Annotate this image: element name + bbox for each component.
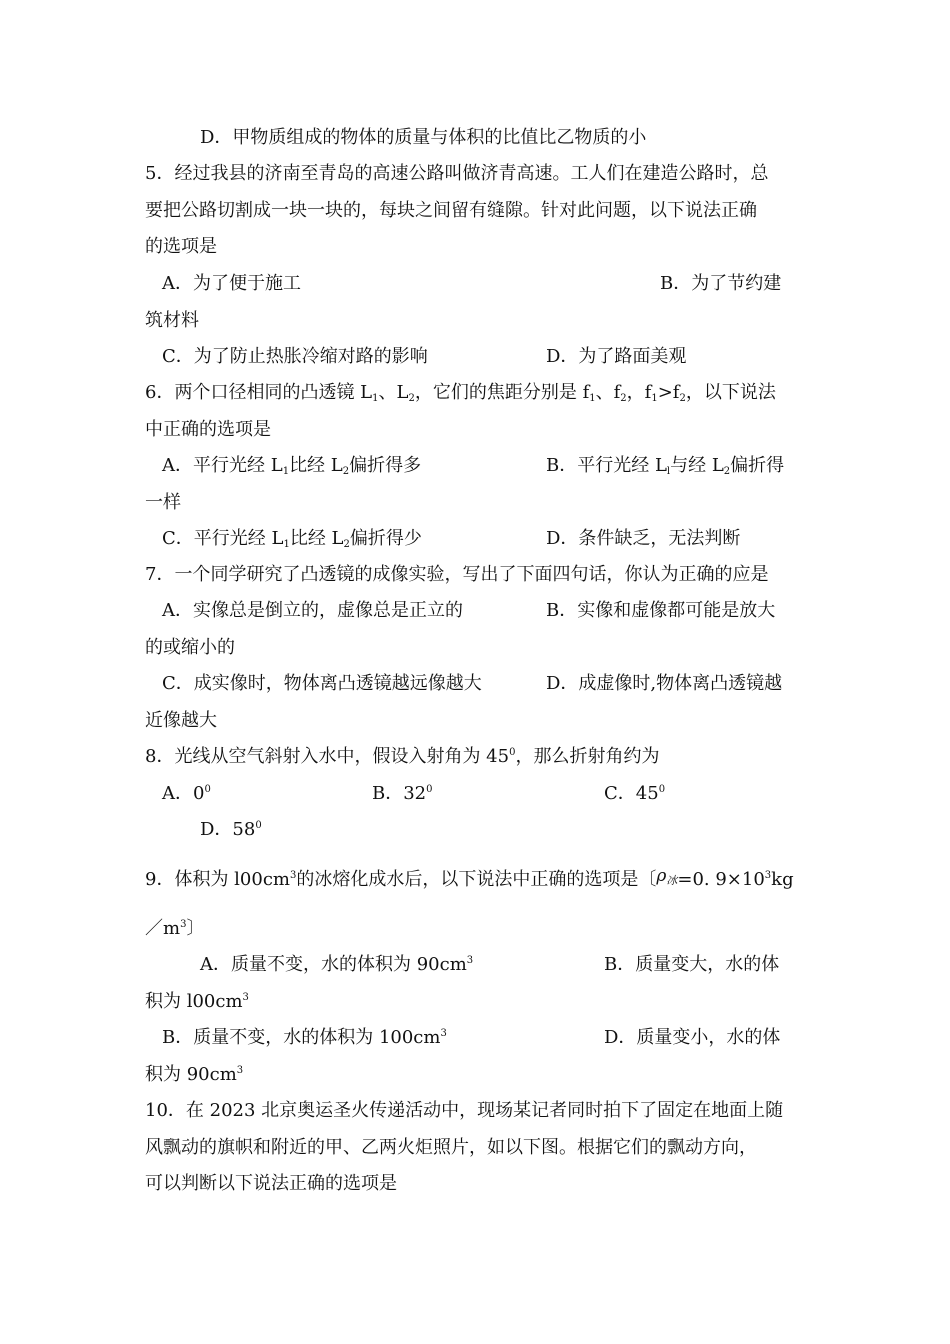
q9-option-c: B．质量不变，水的体积为 $100cm^3$: [162, 1027, 447, 1048]
q7-option-b-wrap: 的或缩小的: [145, 637, 235, 658]
q5-option-d: D．为了路面美观: [546, 346, 687, 367]
q6-option-b-wrap: 一样: [145, 492, 181, 513]
q9-option-b-wrap: 积为 $l00cm^3$: [145, 991, 249, 1012]
q8-option-d: D．$58^0$: [200, 819, 262, 840]
q4-option-d: D．甲物质组成的物体的质量与体积的比值比乙物质的小: [200, 127, 647, 148]
q5-option-c: C．为了防止热胀冷缩对路的影响: [162, 346, 428, 367]
q10-stem-line1: 10．在 2023 北京奥运圣火传递活动中，现场某记者同时拍下了固定在地面上随: [145, 1100, 784, 1121]
q9-stem-line2: $/m^3$〕: [145, 918, 205, 939]
q9-stem-line1: 9．体积为 $l00cm^3$的冰熔化成水后，以下说法中正确的选项是〔ρ冰=0. $9\times 10^3kg$: [145, 866, 794, 890]
q8-option-a: A．$0^0$: [162, 783, 211, 804]
rho-symbol: ρ: [656, 866, 667, 886]
q6-stem-line2: 中正确的选项是: [145, 419, 271, 440]
q7-stem: 7．一个同学研究了凸透镜的成像实验，写出了下面四句话，你认为正确的应是: [145, 564, 769, 585]
q5-option-b: B．为了节约建: [660, 273, 782, 294]
q9-option-d: D．质量变小，水的体: [604, 1027, 781, 1048]
q10-stem-line3: 可以判断以下说法正确的选项是: [145, 1173, 397, 1194]
q6-option-c: C．平行光经 $L_1$比经 $L_2$偏折得少: [162, 528, 422, 550]
q7-option-a: A．实像总是倒立的，虚像总是正立的: [162, 600, 463, 621]
q5-option-b-wrap: 筑材料: [145, 310, 199, 331]
q6-option-a: A．平行光经 $L_1$比经 $L_2$偏折得多: [162, 455, 422, 477]
q5-option-a: A．为了便于施工: [162, 273, 301, 294]
q9-option-a: A．质量不变，水的体积为 $90cm^3$: [200, 954, 474, 975]
q9-option-d-wrap: 积为 $90cm^3$: [145, 1064, 244, 1085]
q7-option-d: D．成虚像时,物体离凸透镜越: [546, 673, 783, 694]
q7-option-c: C．成实像时，物体离凸透镜越远像越大: [162, 673, 482, 694]
q8-stem: 8．光线从空气斜射入水中，假设入射角为 $45^0$，那么折射角约为: [145, 746, 660, 767]
q8-option-c: C．$45^0$: [604, 783, 666, 804]
q6-stem-line1: 6．两个口径相同的凸透镜 $L_1$、$L_2$，它们的焦距分别是 $f_1$、$f_2$，$f_1>f_2$，以下说法: [145, 382, 776, 404]
q6-option-b: B．平行光经 $L_l$与经 $L_2$偏折得: [546, 455, 785, 477]
q6-option-d: D．条件缺乏，无法判断: [546, 528, 741, 549]
q5-stem-line3: 的选项是: [145, 236, 217, 257]
q5-stem-line2: 要把公路切割成一块一块的，每块之间留有缝隙。针对此问题，以下说法正确: [145, 200, 757, 221]
q9-option-b: B．质量变大，水的体: [604, 954, 780, 975]
q8-option-b: B．$32^0$: [372, 783, 433, 804]
q10-stem-line2: 风飘动的旗帜和附近的甲、乙两火炬照片，如以下图。根据它们的飘动方向，: [145, 1137, 757, 1158]
q7-option-b: B．实像和虚像都可能是放大: [546, 600, 776, 621]
q7-option-d-wrap: 近像越大: [145, 710, 217, 731]
q5-stem-line1: 5．经过我县的济南至青岛的高速公路叫做济青高速。工人们在建造公路时，总: [145, 163, 769, 184]
